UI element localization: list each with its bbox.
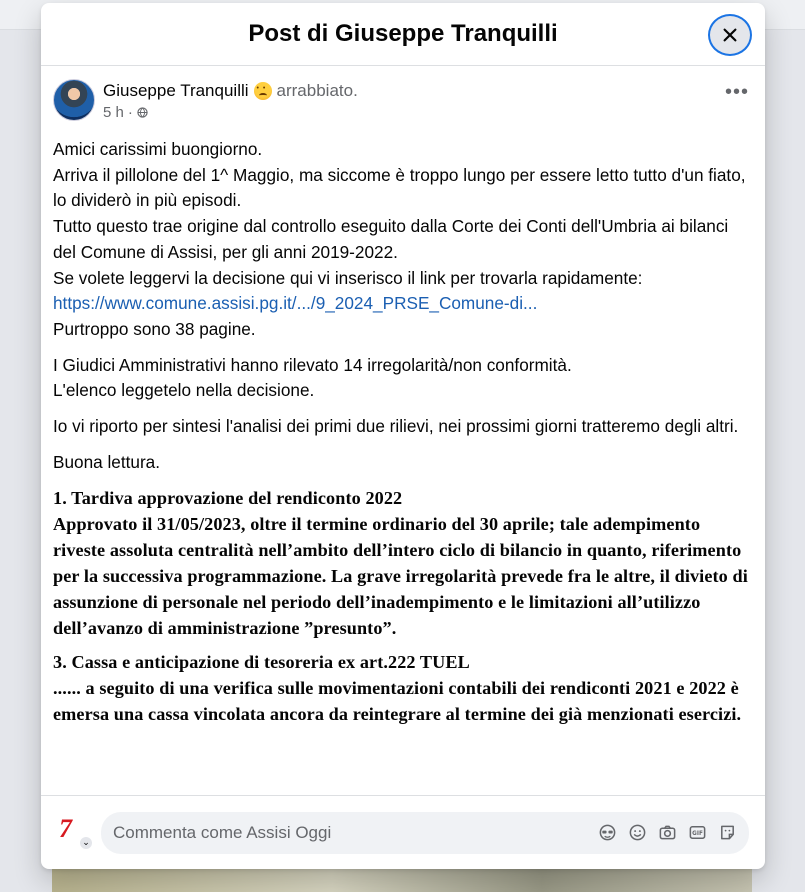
author-line (103, 81, 358, 101)
post-paragraph: Buona lettura. (53, 451, 161, 472)
post-scroll-area[interactable] (41, 67, 765, 795)
modal-title: Post di Giuseppe Tranquilli (248, 20, 558, 47)
time-separator: · (127, 104, 133, 121)
post-line: Tutto questo trae origine dal controllo eseguito dalla Corte dei Conti dell'Umbria ai bilanci del Comune di Assisi, per gli anni 2019-2022. (53, 216, 729, 262)
post-time-line (103, 104, 358, 121)
post-line: Se volete leggervi la decisione qui vi inserisco il link per trovarla rapidamente: (53, 267, 643, 288)
assisi-oggi-logo: 7 (59, 813, 72, 843)
decision-link[interactable]: https://www.comune.assisi.pg.it/.../9_2024_PRSE_Comune-di... (53, 293, 538, 314)
post-text (41, 137, 765, 727)
angry-emoji-icon (254, 82, 272, 100)
chevron-down-icon[interactable]: ⌄ (79, 836, 93, 850)
section-text: ...... a seguito di una verifica sulle movimentazioni contabili dei rendiconti 2021 e 2022 è emersa una cassa vincolata ancora da reintegrare al termine dei già menzionati esercizi. (53, 678, 742, 725)
close-button[interactable] (708, 14, 752, 56)
post-timestamp[interactable]: 5 h (103, 104, 124, 121)
post-meta (103, 79, 358, 121)
post-line: I Giudici Amministrativi hanno rilevato 14 irregolarità/non conformità. (53, 354, 572, 375)
section-text: Approvato il 31/05/2023, oltre il termine ordinario del 30 aprile; tale adempimento riveste assoluta centralità nell’ambito dell’intero ciclo di bilancio in quanto, riferimento per la successiva programmazione. La grave irregolarità prevede fra le altre, il divieto di assunzione di personale nel periodo dell’inadempimento e le limitazioni all’utilizzo dell’avanzo di amministrazione ”presunto”. (53, 514, 748, 639)
section-1 (53, 485, 753, 641)
author-name[interactable]: Giuseppe Tranquilli (103, 81, 249, 100)
comment-input[interactable] (101, 812, 749, 854)
comment-tools (597, 823, 737, 843)
post-line: L'elenco leggetelo nella decisione. (53, 380, 315, 401)
comment-bar (41, 795, 765, 869)
modal-header (41, 3, 765, 66)
camera-icon[interactable] (657, 823, 677, 843)
comment-placeholder: Commenta come Assisi Oggi (113, 822, 332, 842)
more-options-icon[interactable]: ••• (724, 81, 749, 103)
gif-icon[interactable] (687, 823, 707, 843)
post-paragraph: Io vi riporto per sintesi l'analisi dei primi due rilievi, nei prossimi giorni tratteremo degli altri. (53, 416, 739, 437)
section-heading: 3. Cassa e anticipazione di tesoreria ex art.222 TUEL (53, 652, 470, 673)
post-line: Purtroppo sono 38 pagine. (53, 318, 256, 339)
globe-icon (137, 107, 148, 118)
section-heading: 1. Tardiva approvazione del rendiconto 2022 (53, 488, 403, 509)
feed-post-image (52, 868, 752, 892)
sticker-icon[interactable] (717, 823, 737, 843)
post-paragraph (53, 353, 753, 404)
post-paragraph (53, 137, 753, 343)
post-modal (41, 3, 765, 869)
svg-text:GIF: GIF (691, 830, 703, 837)
author-avatar[interactable] (53, 79, 95, 121)
close-icon (721, 26, 739, 44)
section-3 (53, 649, 753, 727)
post-line: Amici carissimi buongiorno. (53, 139, 263, 159)
commenter-avatar[interactable] (57, 814, 91, 848)
post-header (41, 67, 765, 137)
post-line: Arriva il pillolone del 1^ Maggio, ma siccome è troppo lungo per essere letto tutto d'un fiato, lo dividerò in più episodi. (53, 164, 746, 211)
avatar-sticker-icon[interactable] (597, 823, 617, 843)
emoji-icon[interactable] (627, 823, 647, 843)
feeling-text: arrabbiato. (276, 81, 358, 100)
